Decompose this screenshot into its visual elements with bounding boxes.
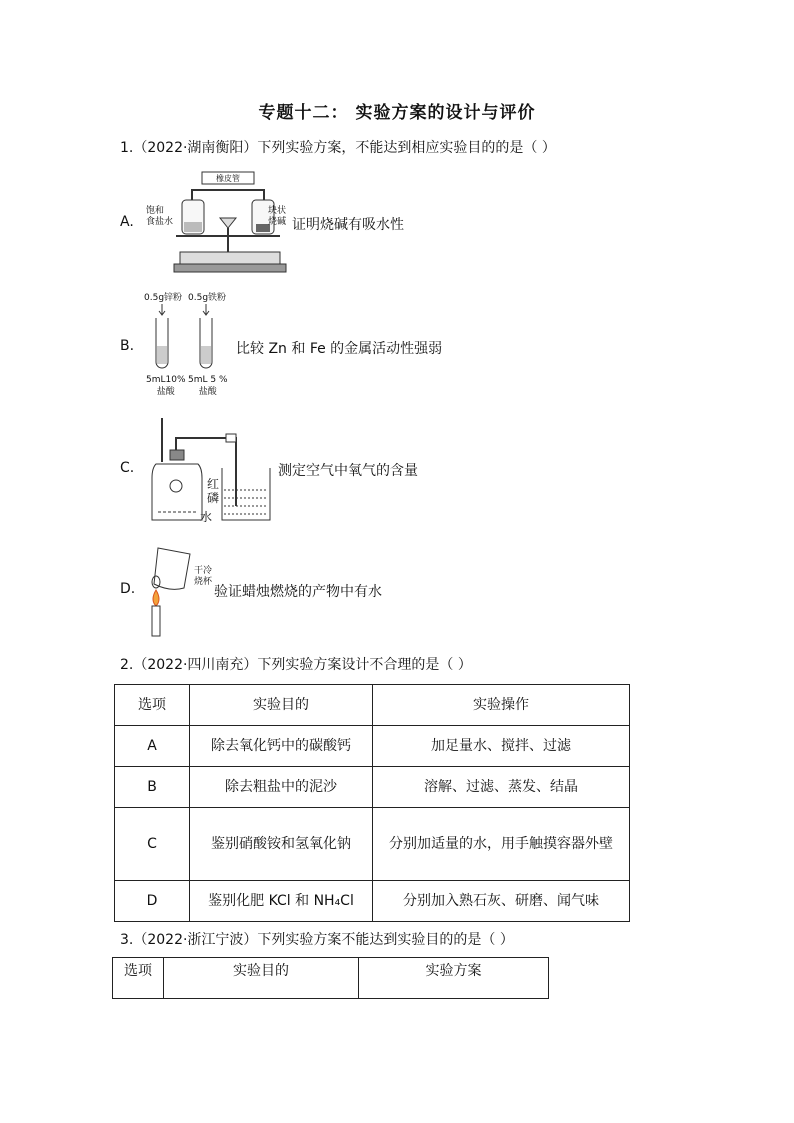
row-b-option: B [115, 767, 190, 808]
row-c-purpose: 鉴别硝酸铵和氢氧化钠 [190, 808, 373, 881]
row-a-purpose: 除去氧化钙中的碳酸钙 [190, 726, 373, 767]
page-title: 专题十二： 实验方案的设计与评价 [258, 103, 536, 123]
saturated-brine-label: 饱和 食盐水 [146, 206, 174, 227]
row-c-operation: 分别加适量的水，用手触摸容器外壁 [373, 808, 630, 881]
header-scheme: 实验方案 [359, 958, 549, 999]
acid-10-label: 5mL10% 盐酸 [146, 375, 186, 397]
header-option: 选项 [113, 958, 164, 999]
red-phosphorus-label: 红 磷 [207, 477, 220, 505]
table-row [115, 767, 630, 808]
table-row [115, 881, 630, 922]
row-d-operation: 分别加入熟石灰、研磨、闻气味 [373, 881, 630, 922]
option-b-text: 比较 Zn 和 Fe 的金属活动性强弱 [236, 341, 443, 357]
option-d-text: 验证蜡烛燃烧的产物中有水 [214, 584, 382, 600]
question-3-table [112, 957, 549, 999]
row-d-purpose: 鉴别化肥 KCl 和 NH₄Cl [190, 881, 373, 922]
table-row [115, 808, 630, 881]
candle-figure [140, 544, 200, 638]
option-b-letter: B. [120, 338, 135, 354]
table-row [115, 726, 630, 767]
question-2-stem: 2.（2022·四川南充）下列实验方案设计不合理的是（ ） [120, 657, 472, 673]
row-c-option: C [115, 808, 190, 881]
option-c-text: 测定空气中氧气的含量 [278, 463, 418, 479]
row-a-operation: 加足量水、搅拌、过滤 [373, 726, 630, 767]
row-a-option: A [115, 726, 190, 767]
header-option: 选项 [115, 685, 190, 726]
option-d-letter: D. [120, 581, 136, 597]
question-2-table [114, 684, 630, 922]
lump-caustic-soda-label: 块状 烧碱 [268, 206, 287, 227]
header-operation: 实验操作 [373, 685, 630, 726]
header-purpose: 实验目的 [190, 685, 373, 726]
zinc-powder-label: 0.5g锌粉 [144, 293, 183, 303]
option-a-letter: A. [120, 214, 134, 230]
rubber-tube-label: 橡皮管 [216, 174, 240, 183]
table-header-row [113, 958, 549, 999]
header-purpose: 实验目的 [164, 958, 359, 999]
option-c-letter: C. [120, 460, 135, 476]
row-b-purpose: 除去粗盐中的泥沙 [190, 767, 373, 808]
dry-cold-beaker-label: 干冷 烧杯 [194, 566, 213, 587]
table-header-row [115, 685, 630, 726]
acid-5-label: 5mL 5 % 盐酸 [188, 375, 228, 397]
iron-powder-label: 0.5g铁粉 [188, 293, 227, 303]
question-3-stem: 3.（2022·浙江宁波）下列实验方案不能达到实验目的的是（ ） [120, 932, 514, 948]
water-label: 水 [200, 510, 213, 524]
row-d-option: D [115, 881, 190, 922]
option-a-text: 证明烧碱有吸水性 [292, 217, 404, 233]
question-1-stem: 1.（2022·湖南衡阳）下列实验方案，不能达到相应实验目的的是（ ） [120, 140, 556, 156]
test-tubes-figure [140, 302, 240, 372]
row-b-operation: 溶解、过滤、蒸发、结晶 [373, 767, 630, 808]
